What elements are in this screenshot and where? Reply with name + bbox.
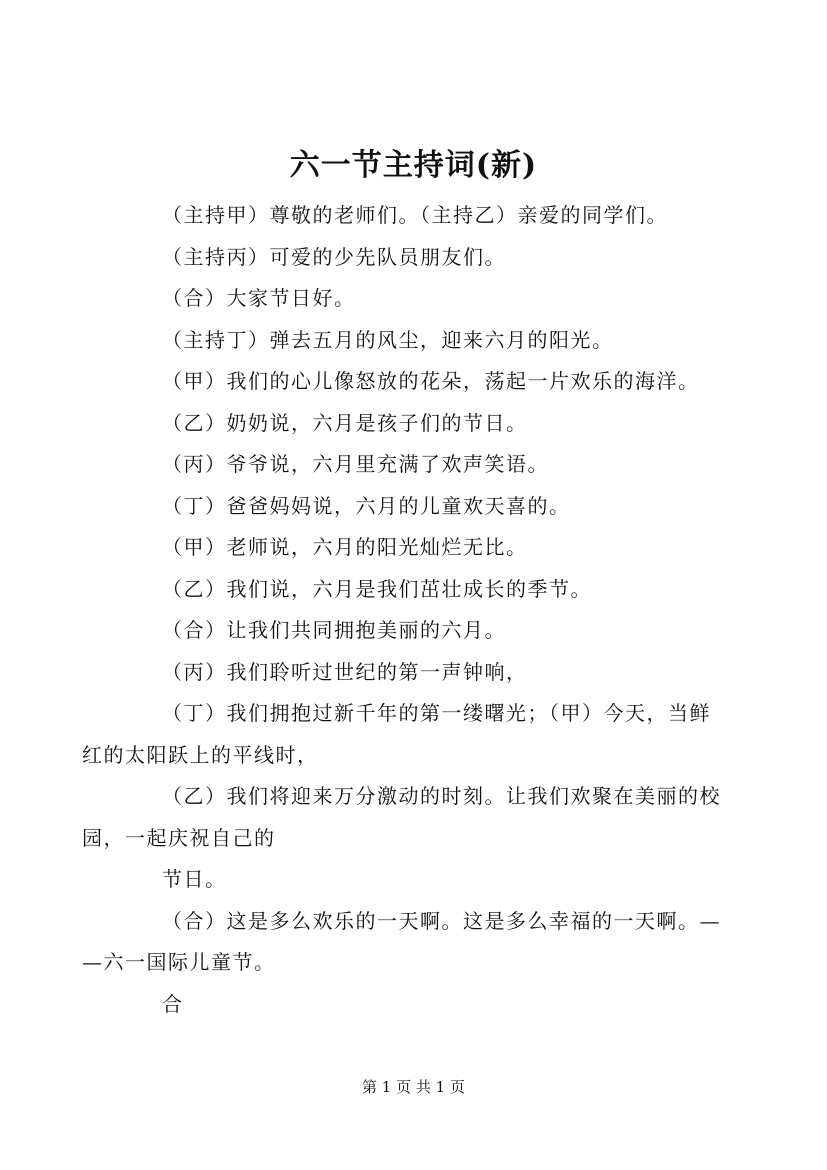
paragraph: （丙）我们聆听过世纪的第一声钟响， [162, 659, 528, 684]
paragraph: （丁）爸爸妈妈说，六月的儿童欢天喜的。 [162, 493, 571, 518]
paragraph: （乙）我们说，六月是我们茁壮成长的季节。 [162, 576, 592, 601]
document-body [82, 195, 732, 1025]
paragraph-continuation: 园，一起庆祝自己的 [82, 825, 276, 850]
paragraph: （主持丁）弹去五月的风尘，迎来六月的阳光。 [162, 327, 614, 352]
document-title: 六一节主持词(新) [289, 148, 538, 183]
paragraph-line: （乙）我们将迎来万分激动的时刻。让我们欢聚在美丽的校 [162, 784, 721, 808]
paragraph-line: （丁）我们拥抱过新千年的第一缕曙光；（甲）今天，当鲜 [162, 701, 711, 725]
paragraph: （甲）我们的心儿像怒放的花朵，荡起一片欢乐的海洋。 [162, 369, 700, 393]
paragraph-continuation: —六一国际儿童节。 [82, 950, 276, 974]
paragraph: （主持丙）可爱的少先队员朋友们。 [162, 244, 506, 269]
paragraph: （甲）老师说，六月的阳光灿烂无比。 [162, 535, 528, 559]
paragraph: （丙）爷爷说，六月里充满了欢声笑语。 [162, 452, 549, 476]
paragraph: （合）大家节日好。 [162, 286, 356, 310]
paragraph-line: （合）这是多么欢乐的一天啊。这是多么幸福的一天啊。— [162, 908, 721, 933]
paragraph: 节日。 [162, 867, 227, 891]
paragraph: （主持甲）尊敬的老师们。（主持乙）亲爱的同学们。 [162, 203, 668, 227]
paragraph: （合）让我们共同拥抱美丽的六月。 [162, 618, 506, 642]
paragraph-continuation: 红的太阳跃上的平线时， [82, 742, 319, 767]
paragraph: （乙）奶奶说，六月是孩子们的节日。 [162, 410, 528, 435]
paragraph: 合 [162, 991, 184, 1016]
page-footer: 第 1 页 共 1 页 [362, 1078, 465, 1096]
